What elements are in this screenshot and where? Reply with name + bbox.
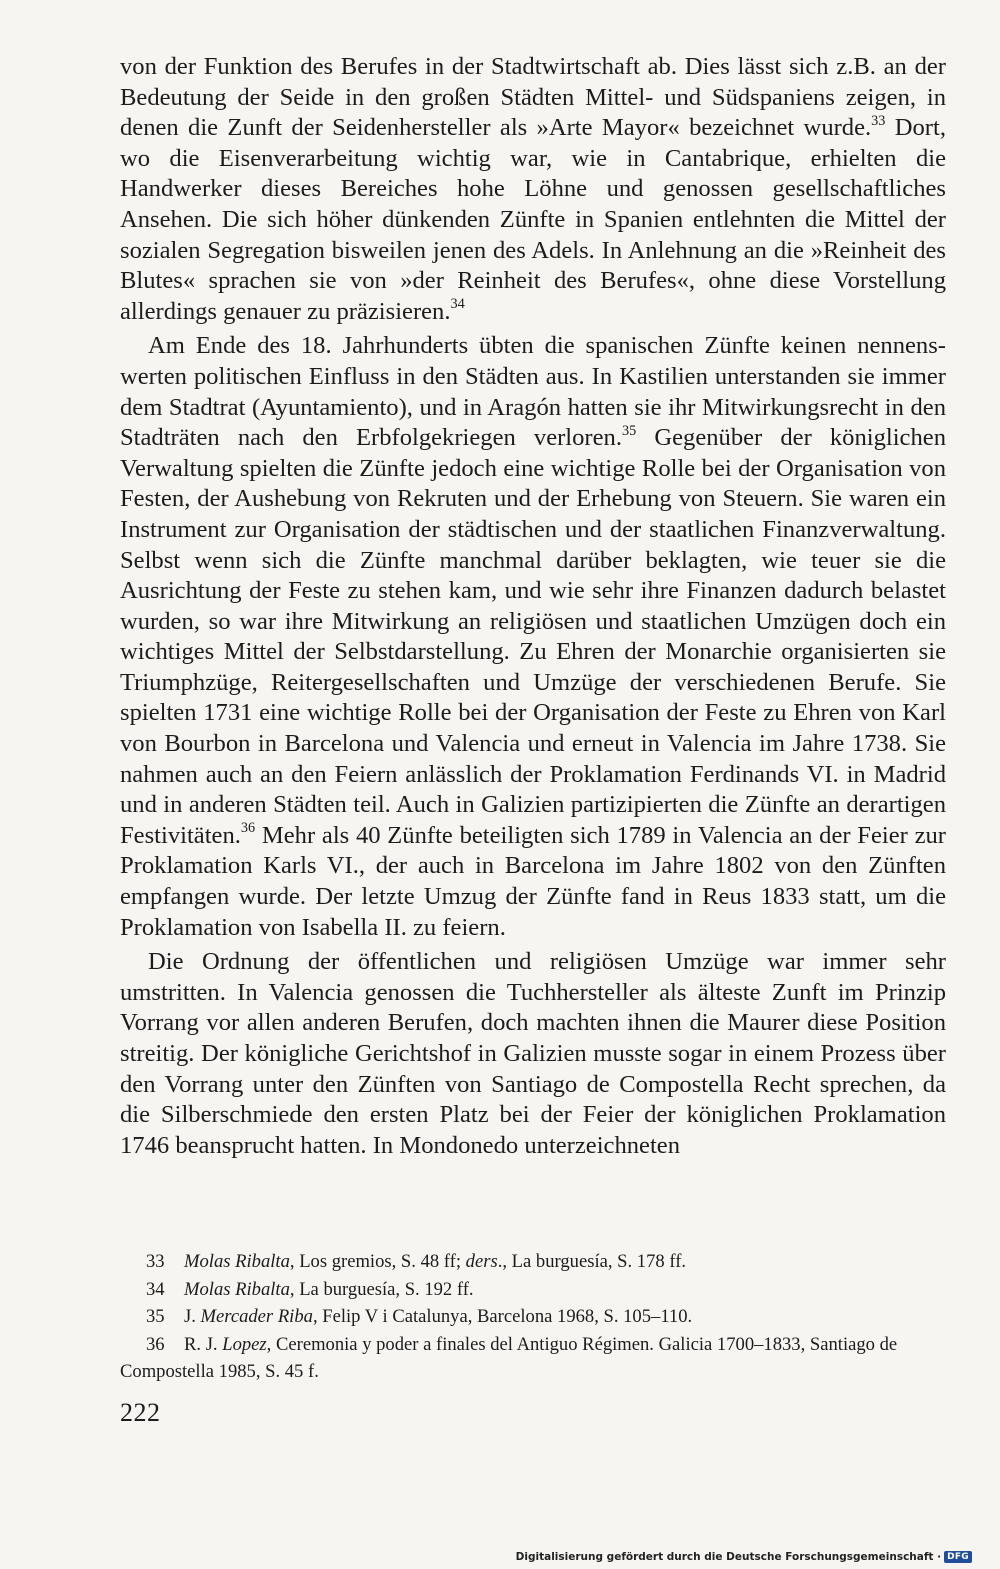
footnote-36 [120,1331,946,1386]
paragraph-2: Am Ende des 18. Jahrhunderts übten die spanischen Zünfte keinen nennenswerten politischen Einfluss in den Städten aus. In Kastilien unterstanden sie immer dem Stadtrat (Ayuntamiento), und in Aragón hatten sie ihr Mitwirkungsrecht in den Stadträten nach den Erbfolgekriegen verloren.$^{35}$ Gegenüber der königlichen Verwaltung spielten die Zünfte jedoch eine wichtige Rolle bei der Organisation von Festen, der Aushebung von Rekruten und der Erhebung von Steuern. Sie waren ein Instrument zur Organisation der städtischen und der staatlichen Finanzverwaltung. Selbst wenn sich die Zünfte manchmal darüber beklagten, wie teuer sie die Ausrichtung der Feste zu stehen kam, und wie sehr ihre Finanzen dadurch belastet wurden, so war ihre Mitwirkung an religiösen und staatlichen Umzügen doch ein wichtiges Mittel der Selbstdarstellung. Zu Ehren der Monarchie organisierten sie Triumphzüge, Reitergesellschaften und Umzüge der verschiedenen Berufe. Sie spielten 1731 eine wichtige Rolle bei der Organisation der Feste zu Ehren von Karl von Bourbon in Barcelona und Valencia und erneut in Valencia im Jahre 1738. Sie nahmen auch an den Feiern anlässlich der Proklamation Ferdinands VI. in Madrid und in anderen Städten teil. Auch in Galizien partizipierten die Zünfte an derartigen Festivitäten.$^{36}$ Mehr als 40 Zünfte beteiligten sich 1789 in Valencia an der Feier zur Proklamation Karls VI., der auch in Barcelona im Jahre 1802 von den Zünften empfangen wurde. Der letzte Umzug der Zünfte fand in Reus 1833 statt, um die Proklamation von Isabella II. zu feiern. [120,332,946,941]
paragraph-1: von der Funktion des Berufes in der Stadtwirtschaft ab. Dies lässt sich z.B. an der Bedeutung der Seide in den großen Städten Mittel- und Südspaniens zeigen, in denen die Zunft der Seidenhersteller als »Arte Mayor« bezeichnet wurde.$^{33}$ Dort, wo die Eisenverarbeitung wichtig war, wie in Cantabrique, erhielten die Handwerker dieses Bereiches hohe Löhne und genossen gesellschaftliches Ansehen. Die sich höher dünkenden Zünfte in Spanien entlehnten die Mittel der sozialen Segregation bisweilen jenen des Adels. In Anlehnung an die »Reinheit des Blutes« sprachen sie von »der Reinheit des Berufes«, ohne diese Vorstellung allerdings genauer zu präzisieren.$^{34}$ [120,53,946,325]
footnote-text: R. J. Lopez, Ceremonia y poder a finales del Antiguo Régimen. Galicia 1700–1833, Santiago de Compostella 1985, S. 45 f. [120,1333,898,1383]
footnote-33 [120,1248,946,1276]
author-name: ders [465,1251,498,1272]
dfg-logo-icon: DFG [944,1551,972,1563]
author-name: Molas Ribalta [184,1278,290,1300]
footnote-35 [120,1303,946,1331]
footnote-number: 35 [146,1306,165,1328]
footnote-number: 34 [146,1278,165,1300]
digitization-credit [516,1551,972,1563]
footnote-reference: 33 [871,112,886,129]
footnote-number: 36 [146,1333,165,1355]
footnotes [120,1248,946,1386]
author-name: Lopez [222,1333,267,1355]
body-text [120,52,946,1161]
footnote-text: Molas Ribalta, Los gremios, S. 48 ff; ders., La burguesía, S. 178 ff. [184,1251,687,1272]
footnote-34 [120,1276,946,1304]
footnote-reference: 35 [621,422,637,439]
footnote-text: J. Mercader Riba, Felip V i Catalunya, Barcelona 1968, S. 105–110. [184,1306,693,1328]
author-name: Mercader Riba [200,1306,313,1328]
footnote-reference: 34 [450,296,465,313]
paragraph-3: Die Ordnung der öffentlichen und religiösen Umzüge war immer sehr umstritten. In Valencia genossen die Tuchhersteller als älteste Zunft im Prinzip Vorrang vor allen anderen Berufen, doch machten ihnen die Maurer diese Position streitig. Der königliche Gerichtshof in Galizien musste sogar in einem Prozess über den Vorrang unter den Zünften von Santiago de Compostella Recht sprechen, da die Silberschmiede den ersten Platz bei der Feier der königlichen Proklamation 1746 beansprucht hatten. In Mondonedo unterzeichneten [120,948,946,1159]
page-number: 222 [120,1398,161,1427]
footnote-reference: 36 [240,820,256,837]
footnote-text: Molas Ribalta, La burguesía, S. 192 ff. [184,1278,474,1300]
author-name: Molas Ribalta [184,1251,290,1272]
footnote-number: 33 [146,1251,165,1272]
credit-text: Digitalisierung gefördert durch die Deutsche Forschungsgemeinschaft · [515,1551,942,1563]
